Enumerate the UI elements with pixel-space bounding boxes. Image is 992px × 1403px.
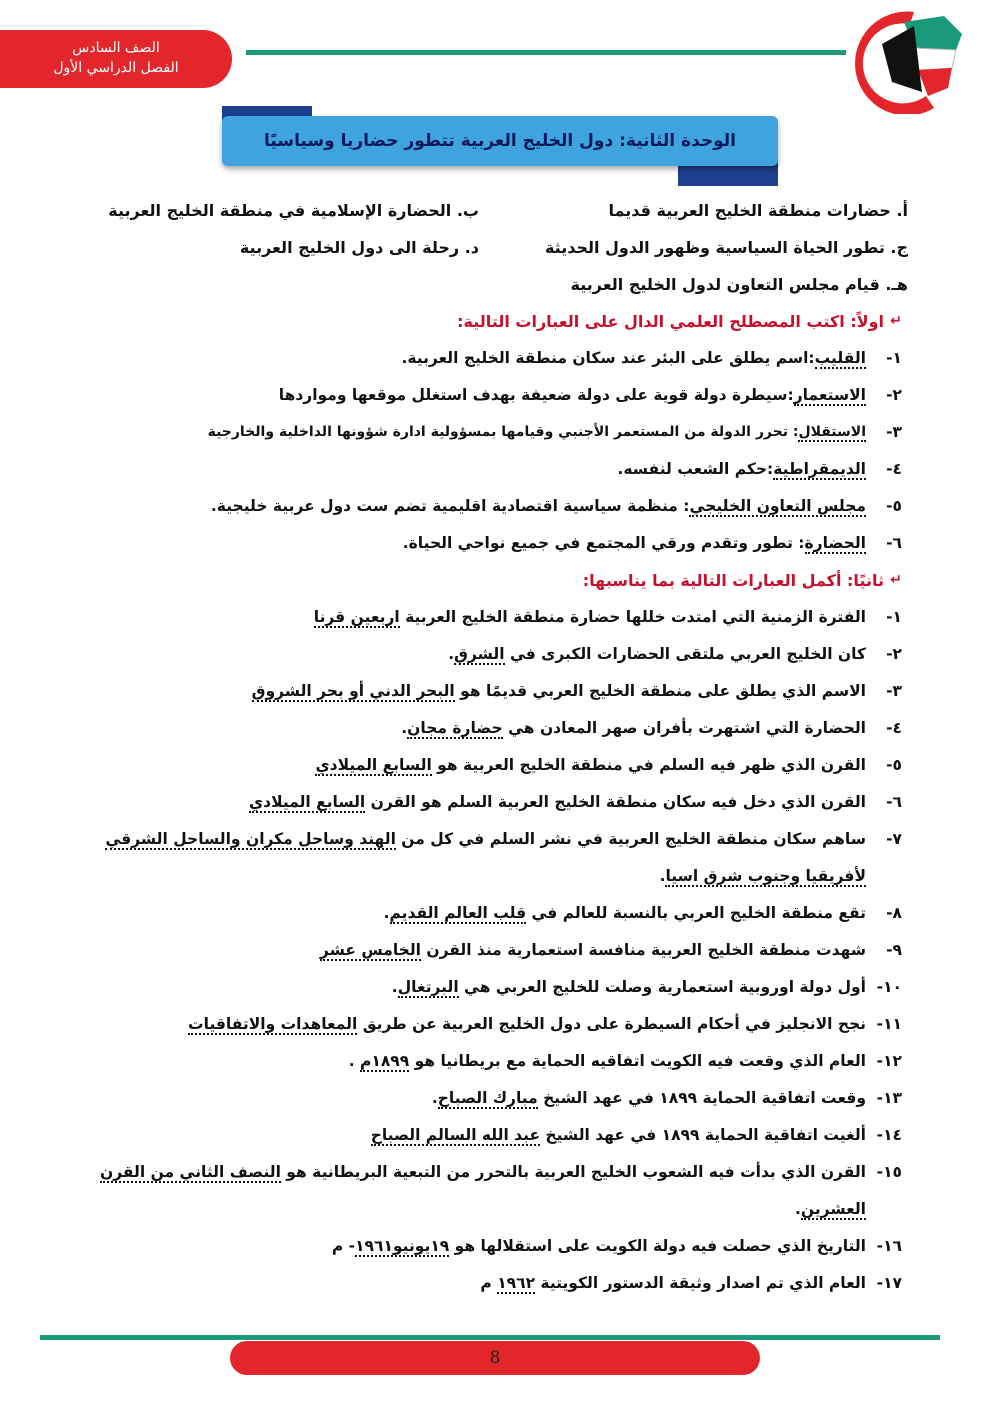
item-number: ٦- <box>886 534 902 552</box>
item-text <box>50 747 866 784</box>
arrow-icon: ↵ <box>890 313 902 329</box>
item-text <box>50 1265 866 1302</box>
statement-text: نجح الانجليز في أحكام السيطرة على دول الخليج العربية عن طريق <box>357 1015 866 1033</box>
item-text <box>50 784 866 821</box>
item-text <box>50 1080 866 1117</box>
completion-answer: مبارك الصباح <box>437 1089 538 1107</box>
item-number: ١١- <box>876 1015 902 1033</box>
term-answer: الديمقراطية <box>773 460 866 478</box>
semester-label: الفصل الدراسي الأول <box>53 60 179 76</box>
unit-title-banner <box>222 106 778 186</box>
lesson-a: أ. حضارات منطقة الخليج العربية قديما <box>608 201 908 220</box>
statement-tail: - م <box>331 1237 356 1255</box>
completion-answer: ١٨٩٩م <box>360 1052 410 1070</box>
term-item <box>50 377 908 414</box>
item-number: ٩- <box>886 941 902 959</box>
item-text <box>50 340 866 377</box>
completion-item <box>50 673 908 710</box>
item-number: ١- <box>886 608 902 626</box>
item-number: ٨- <box>886 904 902 922</box>
lesson-b: ب. الحضارة الإسلامية في منطقة الخليج العربية <box>108 201 479 220</box>
completion-answer: ١٩٦٢ <box>497 1274 536 1292</box>
completion-item <box>50 1154 908 1228</box>
item-text <box>50 377 866 414</box>
statement-tail: . <box>659 867 666 885</box>
item-number: ٣- <box>886 423 902 441</box>
item-number: ٤- <box>886 460 902 478</box>
item-number: ١٢- <box>876 1052 902 1070</box>
completion-answer: البرتغال <box>397 978 459 996</box>
item-number: ٥- <box>886 756 902 774</box>
statement-tail: . <box>348 1052 361 1070</box>
page-number-badge <box>230 1341 760 1375</box>
term-answer: الاستعمار <box>793 386 866 404</box>
term-item <box>50 451 908 488</box>
completion-answer: حضارة مجان <box>407 719 503 737</box>
item-number: ١٠- <box>876 978 902 996</box>
completion-answer: الشرق <box>454 645 505 663</box>
statement-tail: . <box>431 1089 438 1107</box>
completion-item <box>50 599 908 636</box>
term-definition: :اسم يطلق على البئر عند سكان منطقة الخليج العربية. <box>401 349 815 367</box>
item-number: ٢- <box>886 645 902 663</box>
statement-text: التاريخ الذي حصلت فيه دولة الكويت على استقلالها هو <box>449 1237 866 1255</box>
item-number: ١٧- <box>876 1274 902 1292</box>
statement-tail: م <box>480 1274 498 1292</box>
completion-item <box>50 784 908 821</box>
completion-list <box>50 599 908 1302</box>
completion-item <box>50 1080 908 1117</box>
completion-item <box>50 636 908 673</box>
unit-title: الوحدة الثانية: دول الخليج العربية تتطور حضاريا وسياسيًا <box>222 116 778 166</box>
item-text <box>50 636 866 673</box>
arrow-icon: ↵ <box>890 572 902 588</box>
terms-list <box>50 340 908 562</box>
item-text <box>50 488 866 525</box>
lesson-c: ج. تطور الحياة السياسية وظهور الدول الحديثة <box>544 238 908 257</box>
item-text <box>50 1228 866 1265</box>
statement-text: الاسم الذي يطلق على منطقة الخليج العربي قديمًا هو <box>454 682 866 700</box>
statement-text: الحضارة التي اشتهرت بأفران صهر المعادن هي <box>502 719 866 737</box>
lesson-row <box>50 192 908 229</box>
statement-text: شهدت منطقة الخليج العربية منافسة استعمارية منذ القرن <box>420 941 866 959</box>
term-answer: الحضارة <box>804 534 866 552</box>
statement-tail: . <box>448 645 455 663</box>
term-definition: : تحرر الدولة من المستعمر الأجنبي وقيامها بمسؤولية ادارة شؤونها الداخلية والخارجية <box>207 424 799 440</box>
page-number: 8 <box>489 1348 501 1368</box>
kuwait-map-logo <box>844 4 974 114</box>
section2-heading <box>50 562 908 599</box>
statement-text: تقع منطقة الخليج العربي بالنسبة للعالم في <box>526 904 866 922</box>
statement-text: الفترة الزمنية التي امتدت خللها حضارة منطقة الخليج العربية <box>399 608 866 626</box>
statement-text: كان الخليج العربي ملتقى الحضارات الكبرى في <box>504 645 866 663</box>
completion-answer: البحر الدني أو بحر الشروق <box>251 682 455 700</box>
term-item <box>50 488 908 525</box>
item-text <box>50 451 866 488</box>
item-text <box>50 1117 866 1154</box>
completion-item <box>50 932 908 969</box>
completion-answer: المعاهدات والاتفاقيات <box>188 1015 358 1033</box>
statement-text: ساهم سكان منطقة الخليج العربية في نشر السلم في كل من <box>395 830 866 848</box>
item-text <box>50 1043 866 1080</box>
completion-item <box>50 821 908 895</box>
statement-text: ألغيت اتفاقية الحماية ١٨٩٩ في عهد الشيخ <box>540 1126 866 1144</box>
item-text <box>50 710 866 747</box>
completion-answer: الخامس عشر <box>319 941 421 959</box>
lessons-list <box>50 192 908 303</box>
item-number: ٣- <box>886 682 902 700</box>
item-number: ٥- <box>886 497 902 515</box>
item-number: ٢- <box>886 386 902 404</box>
lesson-e: هـ. قيام مجلس التعاون لدول الخليج العربية <box>570 275 908 294</box>
completion-answer: السابع الميلادي <box>248 793 366 811</box>
statement-text: القرن الذي بدأت فيه الشعوب الخليج العربية بالتحرر من التبعية البريطانية هو <box>280 1163 866 1181</box>
completion-item <box>50 1265 908 1302</box>
item-text <box>50 525 866 562</box>
item-text <box>50 895 866 932</box>
completion-answer: الهند وساحل مكران والساحل الشرقي لأفريقيا وجنوب شرق اسيا <box>105 830 866 885</box>
statement-text: وقعت اتفاقية الحماية ١٨٩٩ في عهد الشيخ <box>537 1089 866 1107</box>
item-number: ١٦- <box>876 1237 902 1255</box>
item-text <box>50 969 866 1006</box>
term-definition: :سيطرة دولة قوية على دولة ضعيفة بهدف استغلل موقعها ومواردها <box>278 386 794 404</box>
item-number: ١٣- <box>876 1089 902 1107</box>
statement-tail: . <box>383 904 390 922</box>
item-number: ٦- <box>886 793 902 811</box>
statement-tail: . <box>401 719 408 737</box>
item-text <box>50 673 866 710</box>
term-definition: :حكم الشعب لنفسه. <box>617 460 774 478</box>
completion-item <box>50 710 908 747</box>
section1-title: اولاً: اكتب المصطلح العلمي الدال على العبارات التالية: <box>457 312 884 331</box>
item-text <box>50 1006 866 1043</box>
term-item <box>50 414 908 451</box>
footer-divider <box>40 1335 940 1340</box>
term-item <box>50 340 908 377</box>
completion-item <box>50 1006 908 1043</box>
completion-answer: عبد الله السالم الصباح <box>370 1126 541 1144</box>
grade-label: الصف السادس <box>72 40 160 56</box>
lesson-row <box>50 266 908 303</box>
item-number: ١٤- <box>876 1126 902 1144</box>
term-answer: الاستقلال <box>798 424 866 440</box>
completion-item <box>50 1117 908 1154</box>
statement-tail: . <box>795 1200 801 1218</box>
statement-text: أول دولة اوروبية استعمارية وصلت للخليج العربي هي <box>458 978 866 996</box>
item-text <box>50 821 866 895</box>
completion-answer: قلب العالم القديم <box>389 904 527 922</box>
statement-text: القرن الذي دخل فيه سكان منطقة الخليج العربية السلم هو القرن <box>365 793 866 811</box>
term-answer: القليب <box>814 349 866 367</box>
statement-text: العام الذي تم اصدار وثيقة الدستور الكويتية <box>535 1274 866 1292</box>
completion-item <box>50 747 908 784</box>
lesson-row <box>50 229 908 266</box>
item-number: ٧- <box>886 830 902 848</box>
completion-item <box>50 969 908 1006</box>
item-text <box>50 1154 866 1228</box>
lesson-d: د. رحلة الى دول الخليج العربية <box>239 238 479 257</box>
completion-answer: النصف الثاني من القرن العشرين <box>100 1163 866 1218</box>
completion-answer: اربعين قرنا <box>313 608 400 626</box>
statement-tail: . <box>391 978 398 996</box>
completion-item <box>50 895 908 932</box>
completion-answer: السابع الميلادي <box>315 756 432 774</box>
item-text <box>50 599 866 636</box>
header-divider <box>246 50 846 55</box>
completion-answer: ١٩يونيو١٩٦١ <box>355 1237 450 1255</box>
statement-text: القرن الذي ظهر فيه السلم في منطقة الخليج العربية هو <box>431 756 866 774</box>
item-text <box>50 414 866 451</box>
item-number: ١- <box>886 349 902 367</box>
grade-badge <box>0 30 232 88</box>
term-definition: : منظمة سياسية اقتصادية اقليمية تضم ست دول عربية خليجية. <box>210 497 690 515</box>
term-definition: : تطور وتقدم ورقي المجتمع في جميع نواحي الحياة. <box>402 534 805 552</box>
term-answer: مجلس التعاون الخليجي <box>689 497 866 515</box>
item-text <box>50 932 866 969</box>
section2-title: ثانيًا: أكمل العبارات التالية بما يناسبها: <box>582 571 884 590</box>
statement-text: العام الذي وقعت فيه الكويت اتفاقيه الحماية مع بريطانيا هو <box>409 1052 866 1070</box>
item-number: ١٥- <box>876 1163 902 1181</box>
completion-item <box>50 1228 908 1265</box>
section1-heading <box>50 303 908 340</box>
term-item <box>50 525 908 562</box>
worksheet-content <box>50 192 908 1302</box>
completion-item <box>50 1043 908 1080</box>
item-number: ٤- <box>886 719 902 737</box>
